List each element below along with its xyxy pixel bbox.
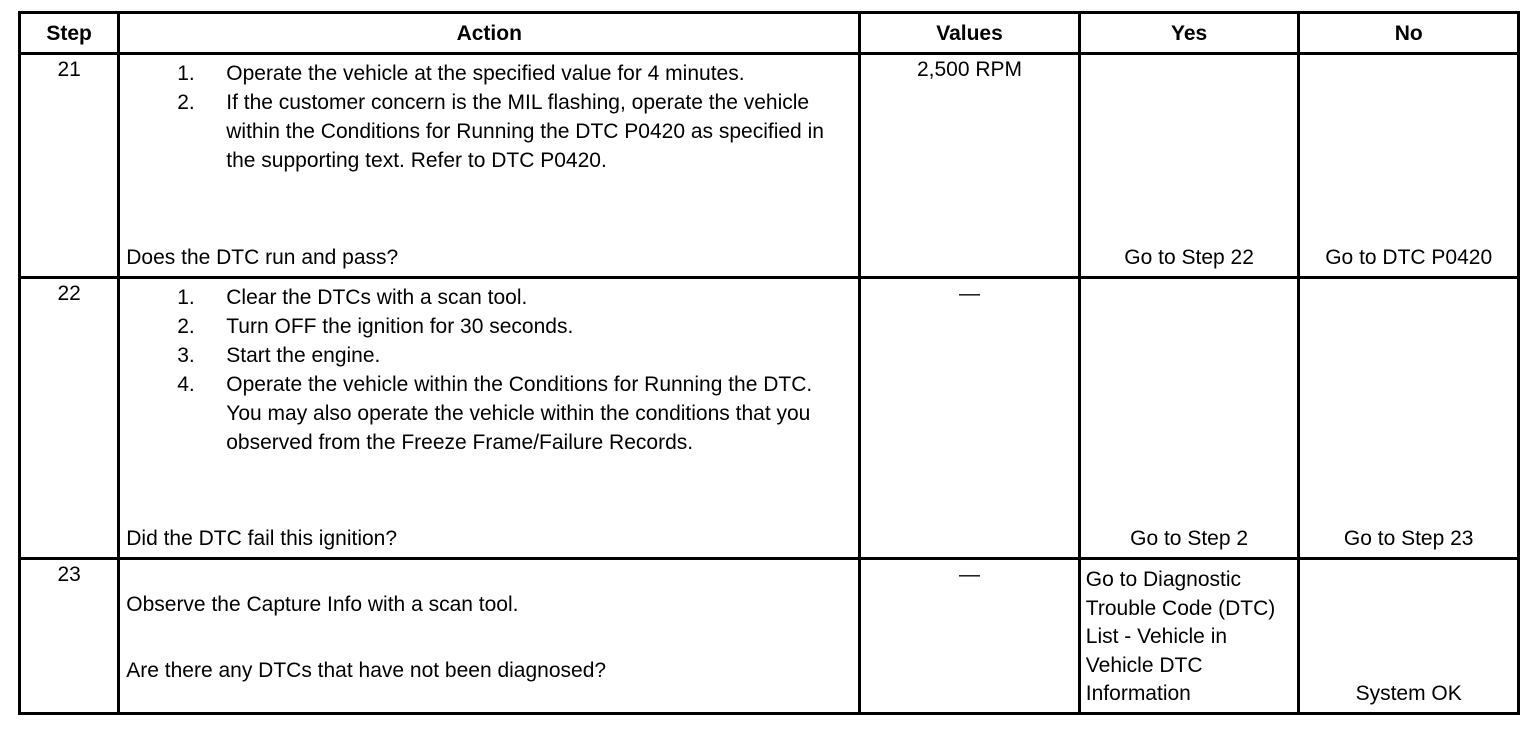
action-item-number: 2. [177,315,195,338]
action-text: Observe the Capture Info with a scan tool. [126,593,519,616]
action-item [120,283,858,312]
action-content [120,560,858,685]
action-item-number: 1. [177,62,195,85]
table-row [20,278,1519,559]
table-row [20,54,1519,278]
no-cell [1299,559,1519,714]
action-cell [119,278,860,559]
header-values: Values [860,13,1080,54]
yes-cell [1079,559,1299,714]
action-item-text: Start the engine. [226,344,381,367]
action-item-text: Turn OFF the ignition for 30 seconds. [226,315,574,338]
diagnostic-table [18,11,1520,715]
action-item [120,370,858,457]
no-cell [1299,278,1519,559]
no-result: System OK [1355,682,1462,705]
values-cell: — [860,559,1080,714]
action-item-number: 3. [177,344,195,367]
action-item [120,88,858,175]
spacer [126,619,858,656]
yes-result: Go to Step 2 [1130,527,1249,550]
action-item-text: Operate the vehicle within the Conditions for Running the DTC. You may also operate the vehicle within the conditions that you observed from the Freeze Frame/Failure Records. [226,373,813,454]
action-item [120,312,858,341]
yes-cell [1079,278,1299,559]
yes-result: Go to Diagnostic Trouble Code (DTC) List - Vehicle in Vehicle DTC Information [1085,568,1276,705]
action-item-number: 2. [177,91,195,114]
yes-result: Go to Step 22 [1124,246,1254,269]
header-step: Step [20,13,119,54]
no-cell [1299,54,1519,278]
step-number: 21 [20,54,119,278]
action-cell [119,559,860,714]
action-list [120,279,858,457]
action-question: Does the DTC run and pass? [126,246,399,269]
action-question: Are there any DTCs that have not been diagnosed? [126,659,607,682]
action-item-number: 1. [177,286,195,309]
table-row [20,559,1519,714]
header-no: No [1299,13,1519,54]
values-cell: — [860,278,1080,559]
action-question: Did the DTC fail this ignition? [126,527,398,550]
action-item [120,341,858,370]
action-item-text: Operate the vehicle at the specified value for 4 minutes. [226,62,745,85]
action-item-text: If the customer concern is the MIL flashing, operate the vehicle within the Conditions for Running the DTC P0420 as specified in the supporting text. Refer to DTC P0420. [226,91,824,172]
step-number: 23 [20,559,119,714]
no-result: Go to DTC P0420 [1325,246,1493,269]
header-yes: Yes [1079,13,1299,54]
no-result: Go to Step 23 [1343,527,1474,550]
yes-cell [1079,54,1299,278]
action-item-number: 4. [177,373,195,396]
header-action: Action [119,13,860,54]
action-item-text: Clear the DTCs with a scan tool. [226,286,528,309]
action-cell [119,54,860,278]
values-cell: 2,500 RPM [860,54,1080,278]
header-row [20,13,1519,54]
action-list [120,55,858,175]
step-number: 22 [20,278,119,559]
action-item [120,59,858,88]
